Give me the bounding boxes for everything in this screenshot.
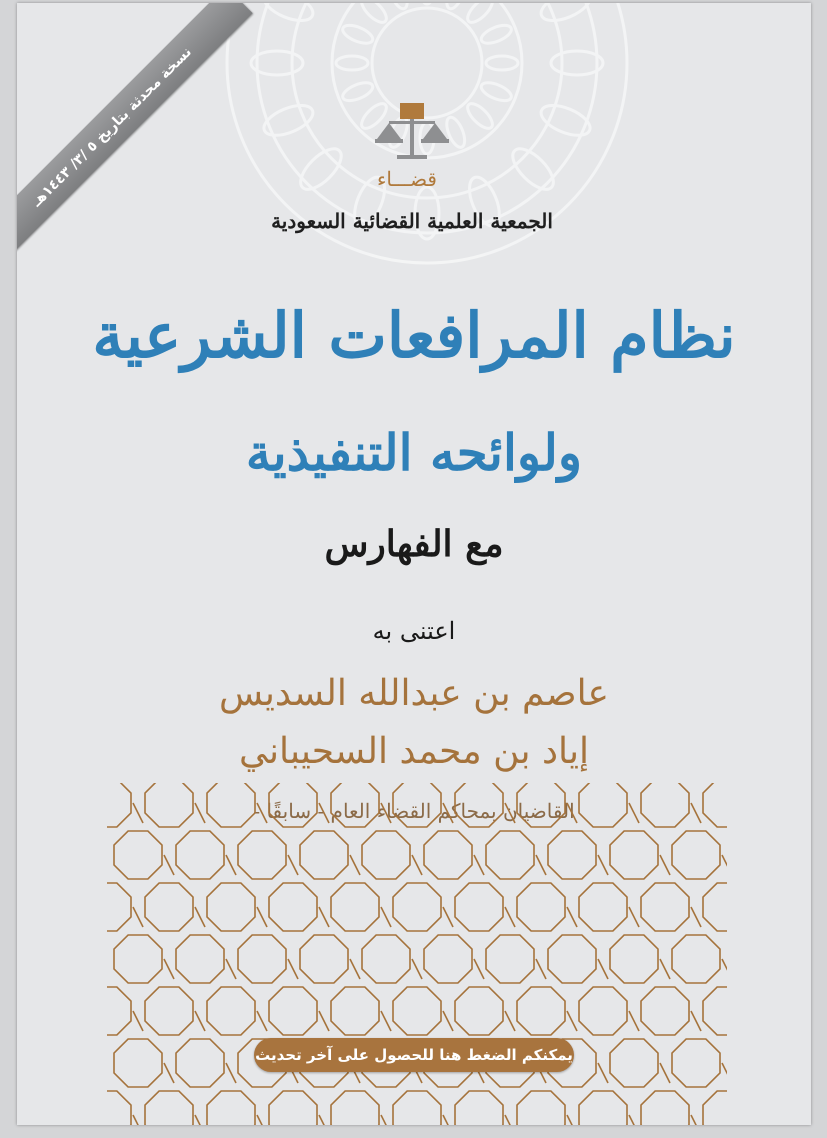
author-name: إياد بن محمد السحيباني <box>238 731 590 772</box>
association-name: الجمعية العلمية القضائية السعودية <box>271 209 553 233</box>
latest-update-label: يمكنكم الضغط هنا للحصول على آخر تحديث <box>255 1046 573 1064</box>
authors-note: القاضيان بمحاكم القضاء العام - سابقًا - <box>253 799 575 823</box>
geometric-pattern <box>107 783 727 1125</box>
author-name: عاصم بن عبدالله السديس <box>218 673 610 714</box>
book-title-indexes: مع الفهارس <box>324 523 504 565</box>
logo-name: قضـــاء <box>377 167 437 191</box>
book-cover <box>17 3 811 1125</box>
book-title-sub: ولوائحه التنفيذية <box>245 423 583 482</box>
ribbon-text: نسخة محدثة بتاريخ ٥ /٣/ ١٤٤٣هـ <box>29 44 195 210</box>
scales-book-logo-icon <box>369 101 455 161</box>
latest-update-button[interactable] <box>254 1038 574 1072</box>
edited-by-label: اعتنى به <box>372 617 456 645</box>
book-title-main: نظام المرافعات الشرعية <box>92 299 736 372</box>
